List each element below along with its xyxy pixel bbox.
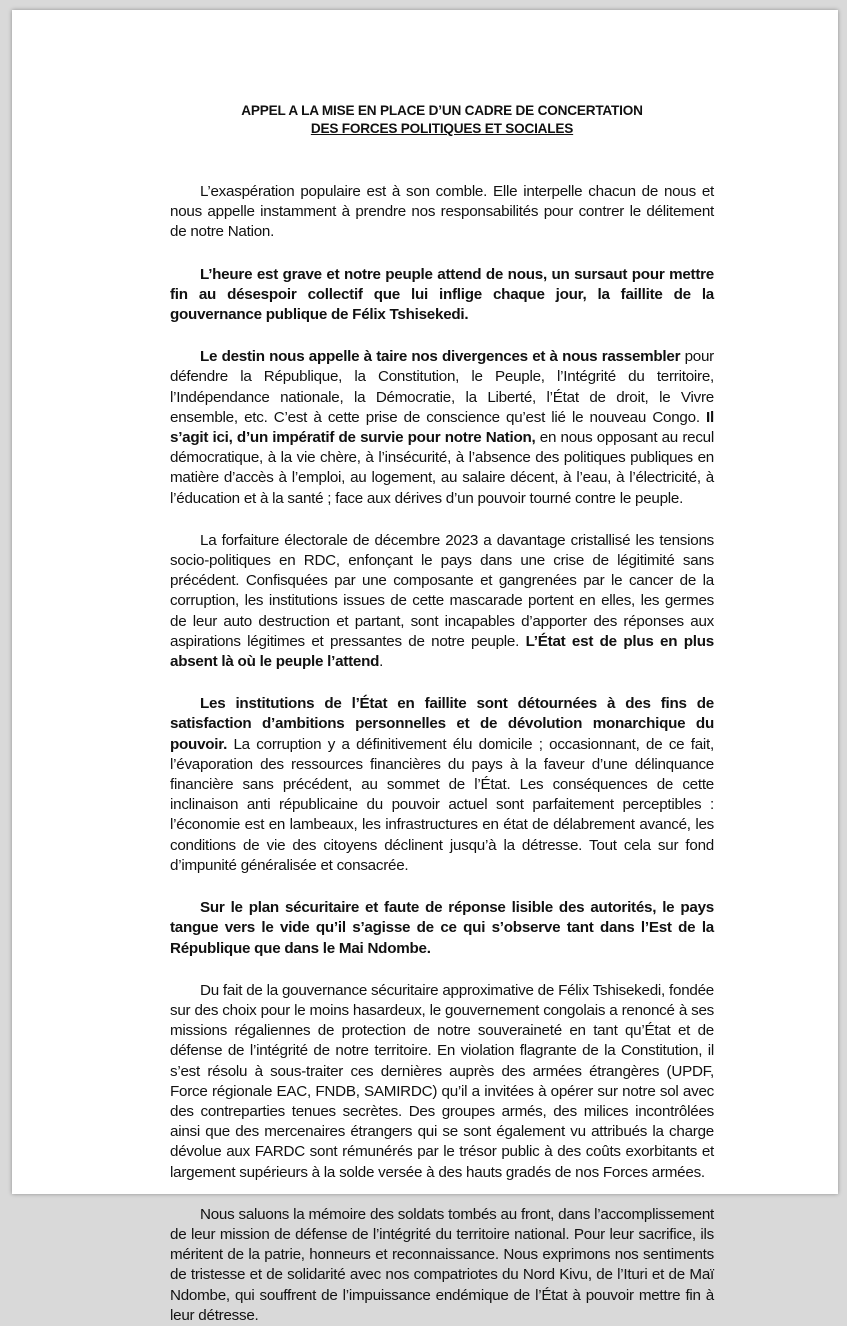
paragraph-3-text-b: en nous opposant au recul démocratique, à la vie chère, à l’insécurité, à l’absence des politiques publiques en matière d’accès à l’emploi, au logement, au salaire décent, à l’eau, à l’électricité, à l’éducation et à la santé ; face aux dérives d’un pouvoir tourné contre le peuple. [170, 429, 714, 507]
paragraph-2: L’heure est grave et notre peuple attend de nous, un sursaut pour mettre fin au désespoir collectif que lui inflige chaque jour, la faillite de la gouvernance publique de Félix Tshisekedi. [170, 265, 714, 324]
paragraph-5-text: La corruption y a définitivement élu domicile ; occasionnant, de ce fait, l’évaporation des ressources financières du pays à la faveur d’une délinquance financière sans précédent, au sommet de l’État. Les conséquences de cette inclinaison anti républicaine du pouvoir actuel sont parfaitement perceptibles : l’économie est en lambeaux, les infrastructures en état de délabrement avancé, les conditions de vie des citoyens déclinent jusqu’à la détresse. Tout cela sur fond d’impunité généralisée et consacrée. [170, 735, 714, 874]
document-title [170, 102, 714, 138]
paragraph-3 [170, 347, 714, 509]
title-line-2: DES FORCES POLITIQUES ET SOCIALES [310, 121, 574, 136]
paragraph-4 [170, 531, 714, 672]
paragraph-3-bold-a: Le destin nous appelle à taire nos divergences et à nous rassembler [200, 348, 681, 366]
paragraph-6: Sur le plan sécuritaire et faute de réponse lisible des autorités, le pays tangue vers le vide qu’il s’agisse de ce qui s’observe tant dans l’Est de la République que dans le Mai Ndombe. [170, 899, 714, 957]
paragraph-4-bold: L’État est de plus en plus absent là où le peuple l’attend [170, 632, 714, 671]
paragraph-3-text-a: pour défendre la République, la Constitution, le Peuple, l’Intégrité du territoire, l’Indépendance nationale, la Démocratie, la Liberté, l’État de droit, le Vivre ensemble, etc. C’est à cette prise de conscience qu’est lié le nouveau Congo. [170, 348, 714, 426]
document-page [12, 10, 838, 1324]
paragraph-5 [170, 694, 714, 876]
paragraph-4-end: . [379, 653, 384, 671]
paragraph-4-text: La forfaiture électorale de décembre 2023 a davantage cristallisé les tensions socio-politiques en RDC, enfonçant le pays dans une crise de légitimité sans précédent. Confisquées par une composante et gangrenées par le cancer de la corruption, les institutions issues de cette mascarade portent en elles, les germes de leur auto destruction et partant, sont incapables d’apporter des réponses aux aspirations légitimes et pressantes de notre peuple. [170, 531, 714, 650]
paragraph-1: L’exaspération populaire est à son comble. Elle interpelle chacun de nous et nous appelle instamment à prendre nos responsabilités pour contrer le délitement de notre Nation. [170, 183, 714, 241]
paragraph-7: Du fait de la gouvernance sécuritaire approximative de Félix Tshisekedi, fondée sur des choix pour le moins hasardeux, le gouvernement congolais a renoncé à ses missions régaliennes de protection de notre souveraineté en tant qu’État et de défense de l’intégrité de notre territoire. En violation flagrante de la Constitution, il s’est résolu à sous-traiter ces dernières auprès des armées étrangères (UPDF, Force régionale EAC, FNDB, SAMIRDC) qu’il a invitées à opérer sur notre sol avec des contreparties tenues secrètes. Des groupes armés, des milices incontrôlées ainsi que des mercenaires étrangers qui se sont également vu attribués la charge dévolue aux FARDC sont rémunérés par le trésor public à des coûts exorbitants et largement supérieurs à la solde versée à des hauts gradés de nos Forces armées. [170, 981, 714, 1181]
paragraph-5-bold: Les institutions de l’État en faillite sont détournées à des fins de satisfaction d’ambitions personnelles et de dévolution monarchique du pouvoir. [170, 695, 714, 753]
title-line-1: APPEL A LA MISE EN PLACE D’UN CADRE DE CONCERTATION [241, 103, 643, 118]
paragraph-8: Nous saluons la mémoire des soldats tombés au front, dans l’accomplissement de leur mission de défense de l’intégrité du territoire national. Pour leur sacrifice, ils méritent de la patrie, honneurs et reconnaissance. Nous exprimons nos sentiments de tristesse et de solidarité avec nos compatriotes du Nord Kivu, de l’Ituri et de Maï Ndombe, qui souffrent de l’impuissance endémique de l’État à pouvoir mettre fin à leur détresse. [170, 1205, 714, 1324]
document-body [170, 102, 714, 1326]
paragraph-3-bold-b: Il s’agit ici, d’un impératif de survie pour notre Nation, [170, 408, 714, 447]
